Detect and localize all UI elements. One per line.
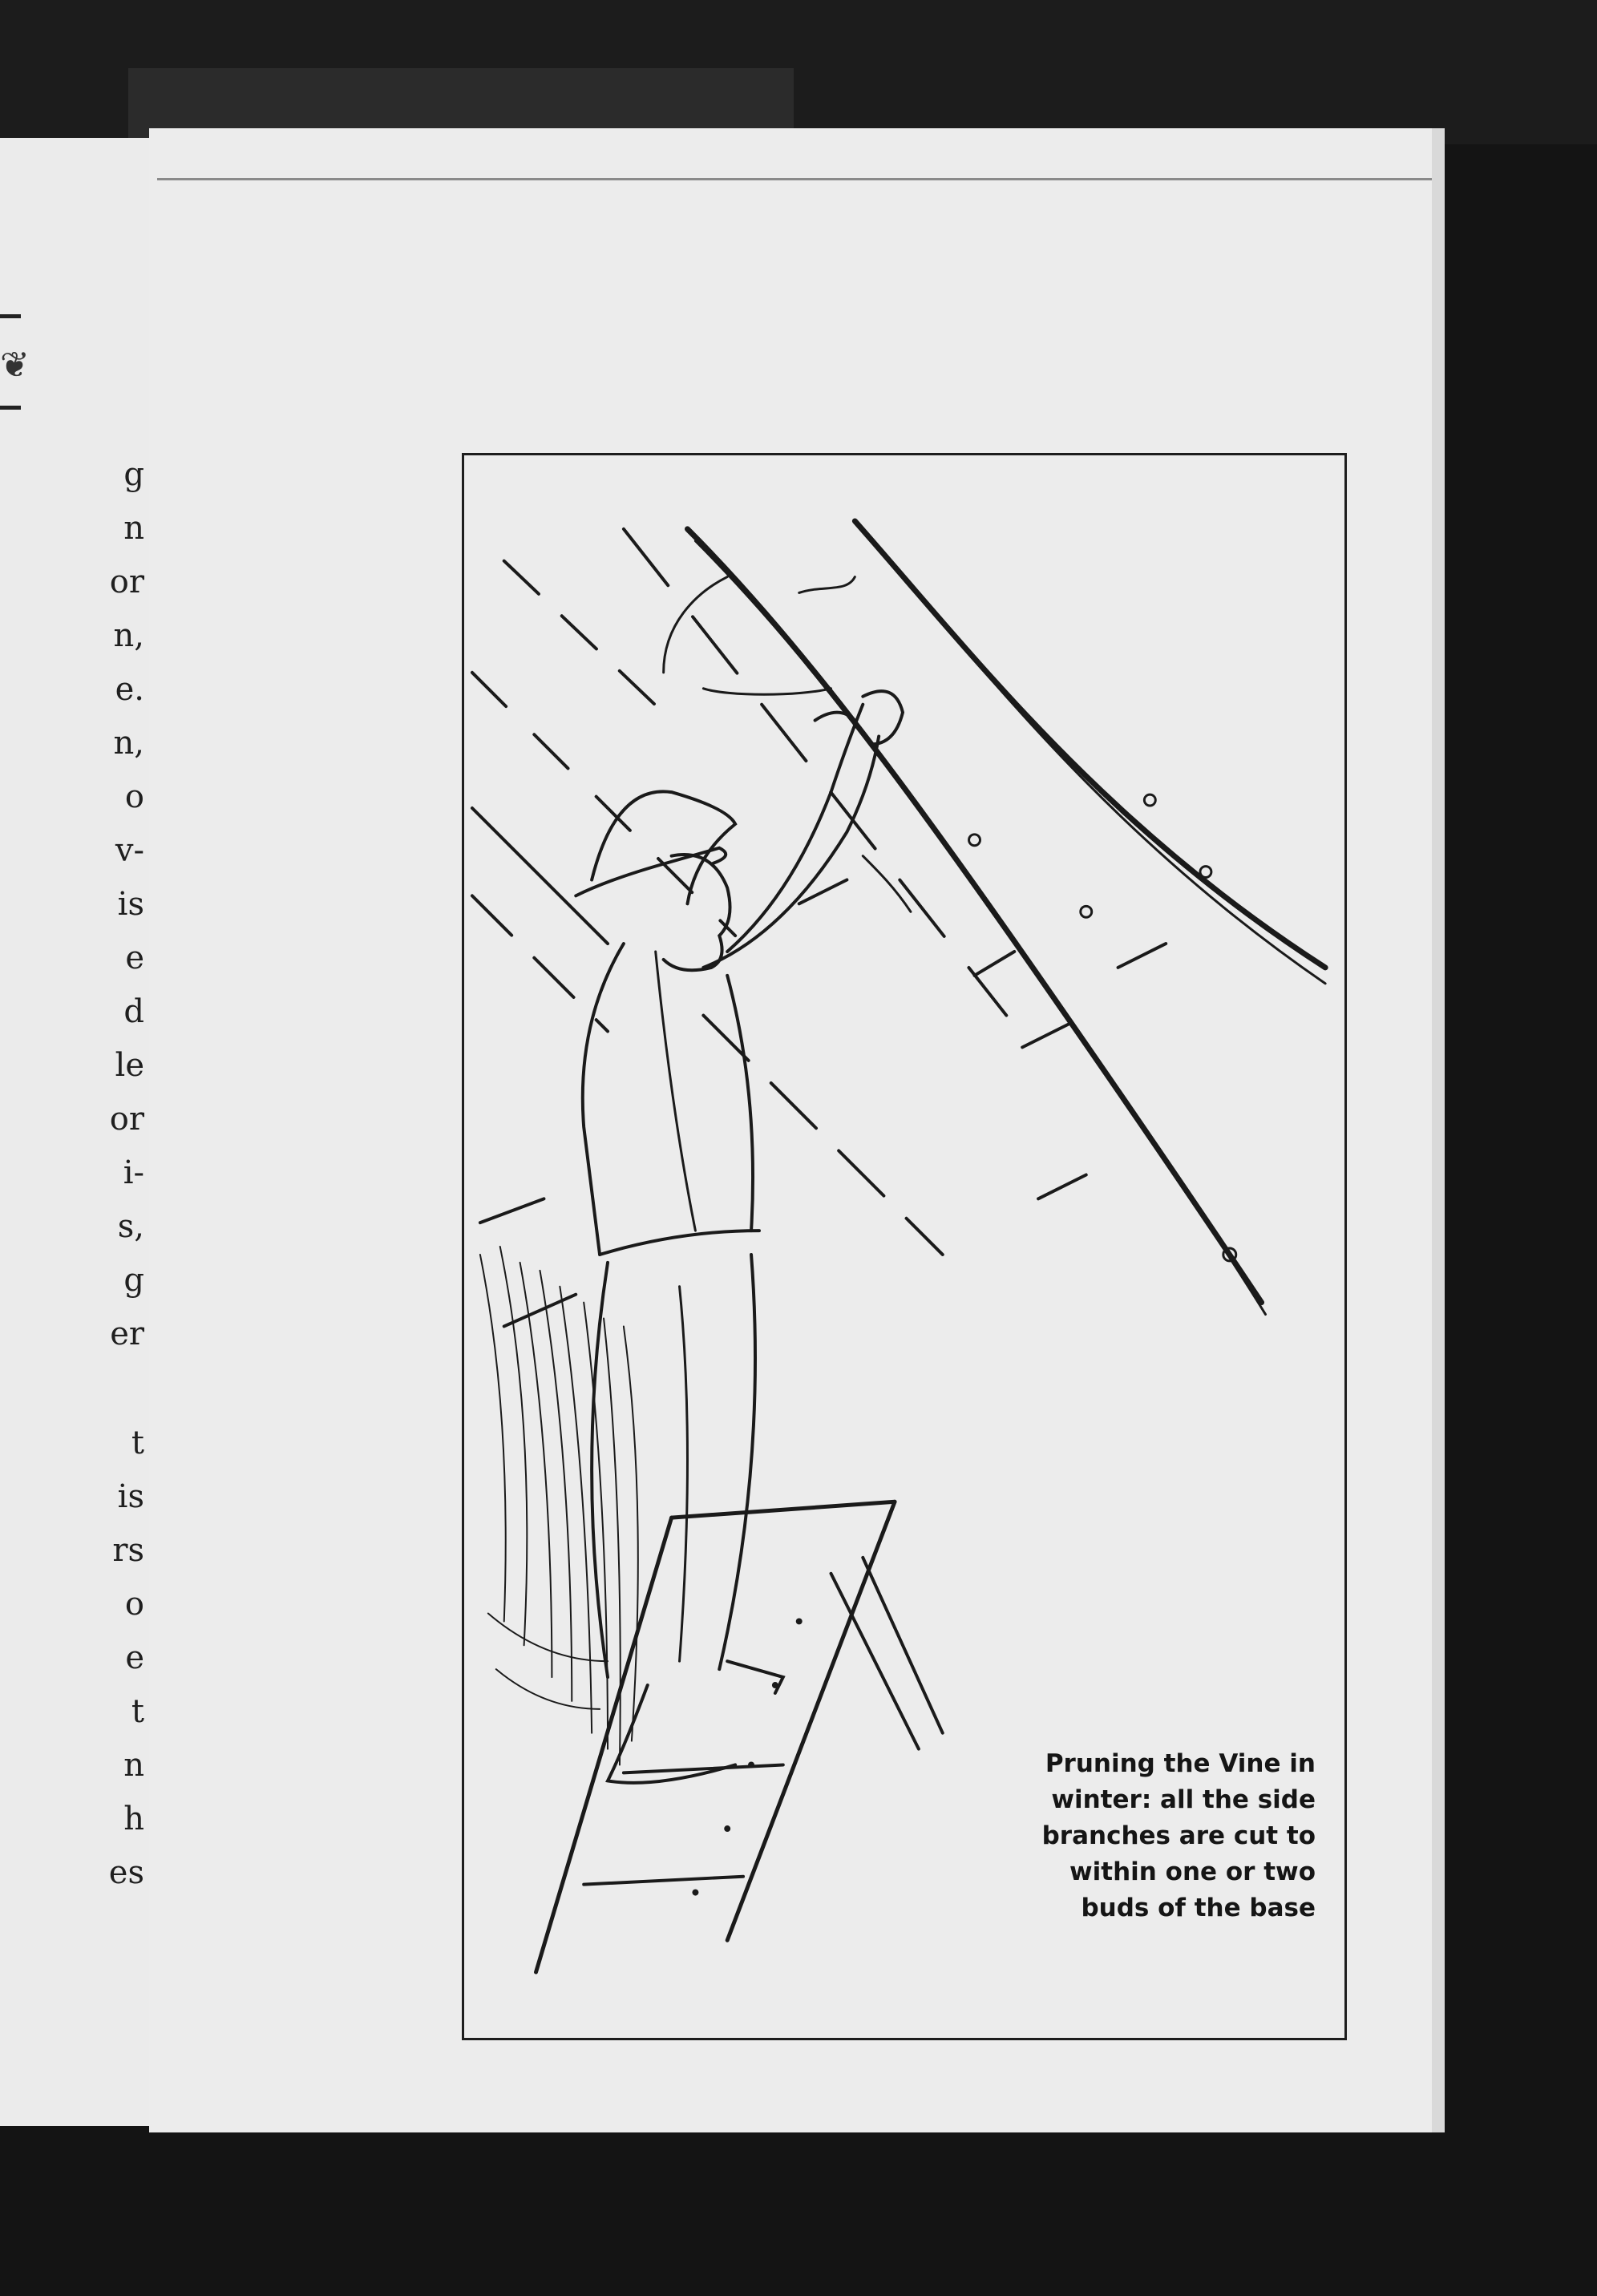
text-fragment: is: [117, 886, 144, 923]
text-fragment: t: [131, 1693, 144, 1730]
text-fragment: is: [117, 1478, 144, 1515]
text-fragment: o: [124, 778, 144, 815]
text-fragment: n,: [113, 617, 144, 654]
text-fragment: or: [109, 564, 144, 600]
text-fragment: o: [124, 1586, 144, 1623]
caption-line: Pruning the Vine in: [1045, 1749, 1316, 1778]
caption-line: within one or two: [1069, 1857, 1316, 1886]
text-fragment: h: [123, 1801, 144, 1837]
page-top-rule: [157, 178, 1445, 180]
caption-line: branches are cut to: [1041, 1821, 1316, 1850]
illustration-caption: [979, 1746, 1316, 1926]
text-fragment: n: [123, 1747, 144, 1784]
illustration-frame: [462, 453, 1347, 2040]
text-fragment: t: [131, 1425, 144, 1461]
text-fragment: es: [108, 1854, 144, 1891]
text-fragment: n,: [113, 725, 144, 762]
text-fragment: v-: [115, 832, 144, 869]
facing-page: [0, 138, 149, 2126]
plate-page: [149, 128, 1445, 2132]
page-edge: [1432, 128, 1445, 2132]
text-fragment: d: [123, 993, 144, 1030]
text-fragment: n: [123, 510, 144, 547]
text-fragment: e: [125, 1639, 144, 1676]
text-fragment: i-: [123, 1154, 144, 1191]
caption-line: winter: all the side: [1051, 1785, 1316, 1814]
text-fragment: e: [125, 940, 144, 976]
ornament-icon: ❦: [0, 345, 30, 386]
text-fragment: le: [115, 1047, 144, 1084]
header-rule: [0, 406, 21, 410]
text-fragment: g: [123, 456, 144, 493]
text-fragment: or: [109, 1101, 144, 1138]
text-fragment: rs: [112, 1532, 144, 1569]
text-fragment: er: [110, 1316, 144, 1352]
caption-line: buds of the base: [1081, 1894, 1316, 1922]
header-rule: [0, 314, 21, 318]
text-fragment: s,: [117, 1208, 144, 1245]
text-fragment: g: [123, 1262, 144, 1299]
text-fragment: e.: [115, 671, 144, 708]
